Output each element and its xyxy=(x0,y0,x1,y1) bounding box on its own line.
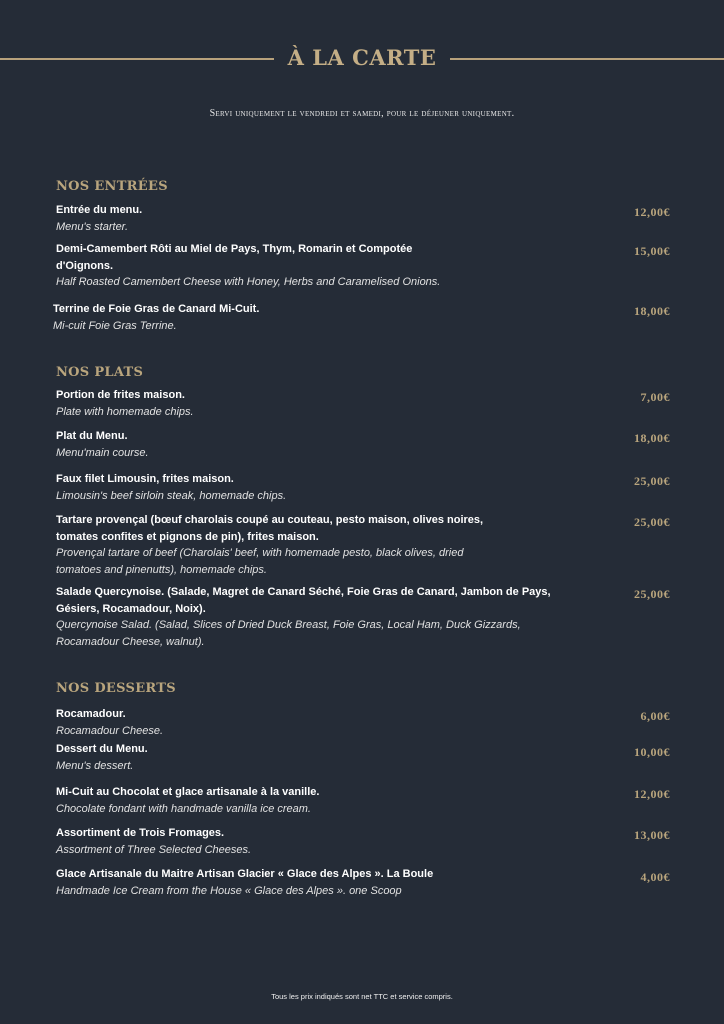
item-name: Plat du Menu. xyxy=(56,430,128,442)
item-description: Menu's starter. xyxy=(56,220,128,233)
item-price: 10,00€ xyxy=(634,745,670,759)
item-name: Tartare provençal (bœuf charolais coupé au couteau, pesto maison, olives noires, tomates confites et pignons de pin), frites maison. xyxy=(56,514,484,543)
item-description: Handmade Ice Cream from the House « Glace des Alpes ». one Scoop xyxy=(56,884,402,897)
item-name: Entrée du menu. xyxy=(56,204,143,216)
menu-item xyxy=(56,741,536,774)
page-title: À LA CARTE xyxy=(287,45,437,70)
item-price: 25,00€ xyxy=(634,587,670,601)
menu-item xyxy=(56,866,556,899)
item-description: Rocamadour Cheese. xyxy=(56,724,164,737)
item-description: Quercynoise Salad. (Salad, Slices of Dried Duck Breast, Foie Gras, Local Ham, Duck Gizzards, Rocamadour Cheese, walnut). xyxy=(56,619,521,648)
item-name: Glace Artisanale du Maitre Artisan Glacier « Glace des Alpes ». La Boule xyxy=(56,868,434,880)
menu-item xyxy=(56,387,536,420)
header-rule-right xyxy=(450,58,724,60)
item-name: Rocamadour. xyxy=(56,708,126,720)
item-name: Portion de frites maison. xyxy=(56,389,185,401)
item-description: Menu's dessert. xyxy=(56,759,134,772)
menu-item xyxy=(56,241,466,291)
item-price: 12,00€ xyxy=(634,205,670,219)
footer-note: Tous les prix indiqués sont net TTC et service compris. xyxy=(271,992,453,1001)
item-description: Assortment of Three Selected Cheeses. xyxy=(56,843,252,856)
menu-item xyxy=(53,301,533,334)
item-name: Assortiment de Trois Fromages. xyxy=(56,827,225,839)
item-description: Mi-cuit Foie Gras Terrine. xyxy=(53,319,177,332)
menu-item xyxy=(56,784,536,817)
item-description: Half Roasted Camembert Cheese with Honey, Herbs and Caramelised Onions. xyxy=(56,276,441,288)
item-name: Faux filet Limousin, frites maison. xyxy=(56,473,234,485)
section-title-entrees: NOS ENTRÉES xyxy=(56,179,168,194)
menu-item xyxy=(56,202,536,235)
item-price: 12,00€ xyxy=(634,787,670,801)
item-description: Provençal tartare of beef (Charolais' beef, with homemade pesto, black olives, dried tomatoes and pinenutts), homemade chips. xyxy=(56,547,464,576)
item-price: 13,00€ xyxy=(634,828,670,842)
item-price: 25,00€ xyxy=(634,515,670,529)
menu-item xyxy=(56,706,536,739)
header xyxy=(0,40,724,76)
item-price: 25,00€ xyxy=(634,474,670,488)
item-price: 15,00€ xyxy=(634,244,670,258)
item-price: 6,00€ xyxy=(640,709,670,723)
section-title-desserts: NOS DESSERTS xyxy=(56,681,176,696)
item-price: 7,00€ xyxy=(640,390,670,404)
item-description: Chocolate fondant with handmade vanilla ice cream. xyxy=(56,802,311,815)
item-name: Terrine de Foie Gras de Canard Mi-Cuit. xyxy=(53,303,260,315)
item-description: Plate with homemade chips. xyxy=(56,405,194,418)
menu-item xyxy=(56,428,536,461)
menu-item xyxy=(56,825,536,858)
item-price: 4,00€ xyxy=(640,870,670,884)
menu-item xyxy=(56,584,576,650)
item-name: Mi-Cuit au Chocolat et glace artisanale à la vanille. xyxy=(56,786,320,798)
item-price: 18,00€ xyxy=(634,304,670,318)
item-description: Limousin's beef sirloin steak, homemade chips. xyxy=(56,489,287,502)
item-name: Salade Quercynoise. (Salade, Magret de Canard Séché, Foie Gras de Canard, Jambon de Pays, Gésiers, Rocamadour, Noix). xyxy=(56,586,551,615)
menu-item xyxy=(56,471,536,504)
item-name: Demi-Camembert Rôti au Miel de Pays, Thym, Romarin et Compotée d'Oignons. xyxy=(56,243,413,272)
menu-item xyxy=(56,512,496,578)
item-price: 18,00€ xyxy=(634,431,670,445)
item-name: Dessert du Menu. xyxy=(56,743,148,755)
section-title-plats: NOS PLATS xyxy=(56,365,144,380)
service-note: Servi uniquement le vendredi et samedi, pour le déjeuner uniquement. xyxy=(209,108,515,119)
item-description: Menu'main course. xyxy=(56,446,149,459)
